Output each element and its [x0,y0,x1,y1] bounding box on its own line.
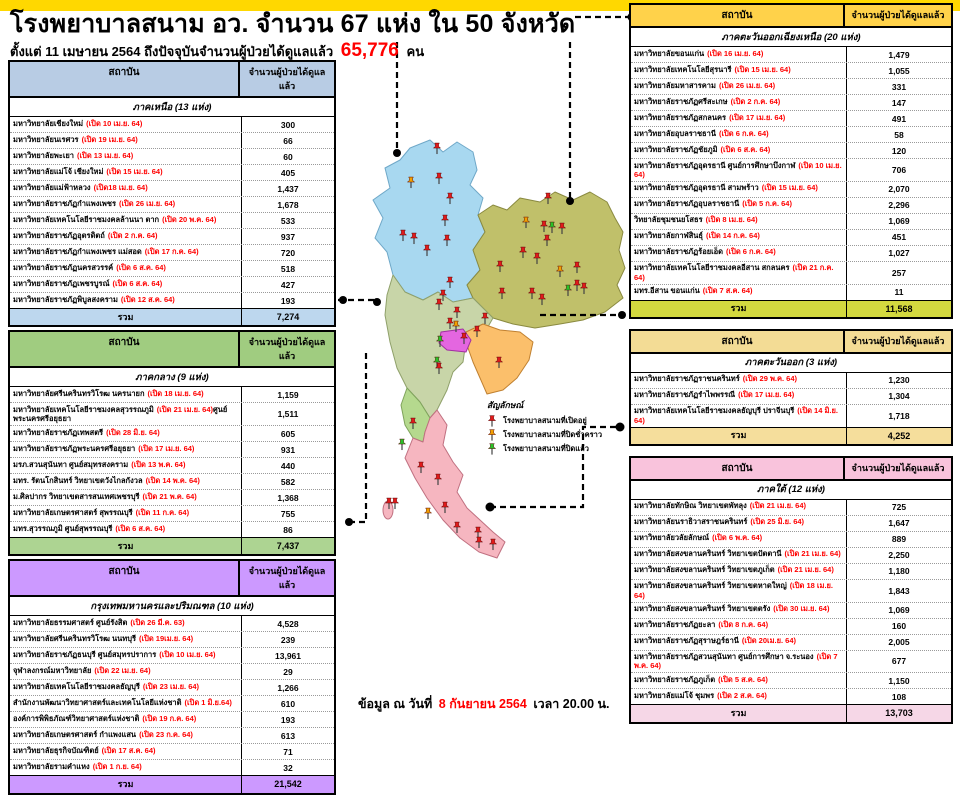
patient-count: 2,296 [888,200,910,211]
map-legend [487,398,607,457]
table-row: มหาวิทยาลัยกาฬสินธุ์ (เปิด 14 ก.ค. 64) 451 [631,230,951,246]
patient-count: 239 [280,634,296,645]
table-row: มหาวิทยาลัยราชภัฏอุดรธานี สามพร้าว (เปิด 15 เม.ย. 64) 2,070 [631,182,951,198]
patient-count: 706 [891,164,907,175]
table-east [629,329,953,446]
total-row: รวม 7,437 [10,537,334,554]
table-row: มหาวิทยาลัยพะเยา (เปิด 13 เม.ย. 64) 60 [10,149,334,165]
table-row: มหาวิทยาลัยราชภัฏร้อยเอ็ด (เปิด 6 ก.ค. 64) 1,027 [631,246,951,262]
patient-count: 1,159 [277,389,299,400]
table-row: มหาวิทยาลัยราชภัฏชัยภูมิ (เปิด 6 ส.ค. 64) 120 [631,143,951,159]
patient-count: 610 [280,698,296,709]
table-row: มหาวิทยาลัยมหาสารคาม (เปิด 26 เม.ย. 64) 331 [631,79,951,95]
patient-count: 1,718 [888,410,910,421]
patient-count: 405 [280,167,296,178]
data-as-of-note [358,694,610,714]
patient-count: 71 [283,746,293,757]
patient-count: 160 [891,621,907,631]
table-row: สำนักงานพัฒนาวิทยาศาสตร์และเทคโนโลยีแห่งชาติ (เปิด 1 มิ.ย.64) 610 [10,696,334,712]
footer-text: ข้อมูล ณ วันที่ [358,697,433,711]
table-row: มหาวิทยาลัยราชภัฏนครสวรรค์ (เปิด 6 ส.ค. 64) 518 [10,261,334,277]
patient-count: 931 [280,444,296,455]
table-row: มหาวิทยาลัยธรรมศาสตร์ ศูนย์รังสิต (เปิด 26 มี.ค. 63) 4,528 [10,616,334,632]
table-row: มหาวิทยาลัยราชภัฏพิบูลสงคราม (เปิด 12 ส.ค. 64) 193 [10,293,334,308]
patient-count: 518 [280,263,296,274]
table-row: มหาวิทยาลัยราชภัฏกำแพงเพชร (เปิด 26 เม.ย. 64) 1,678 [10,197,334,213]
table-row: มหาวิทยาลัยเทคโนโลยีสุรนารี (เปิด 15 เม.ย. 64) 1,055 [631,63,951,79]
table-row: มหาวิทยาลัยเกษตรศาสตร์ กำแพงแสน (เปิด 23 ก.ค. 64) 613 [10,728,334,744]
total-row: รวม 7,274 [10,308,334,325]
table-row: มหาวิทยาลัยศรีนครินทรวิโรฒ นนทบุรี (เปิด 19เม.ย. 64) 239 [10,632,334,648]
legend-item-open [487,415,607,427]
col-header-institution: สถาบัน [10,561,240,595]
table-row: มหาวิทยาลัยราชภัฏศรีสะเกษ (เปิด 2 ก.ค. 64) 147 [631,95,951,111]
section-label: ภาคใต้ (12 แห่ง) [631,481,951,500]
patient-count: 1,069 [888,605,910,615]
patient-count: 4,528 [277,618,299,629]
table-row: มหาวิทยาลัยราชภัฏอุดรธานี ศูนย์การศึกษาบึงกาฬ (เปิด 10 เม.ย. 64) 706 [631,159,951,182]
legend-label: โรงพยาบาลสนามที่เปิดอยู่ [503,416,587,425]
table-northeast [629,3,953,319]
patient-count: 1,069 [888,216,910,227]
patient-count: 677 [891,656,907,667]
patient-count: 720 [280,247,296,258]
table-row: มทร.อีสาน ขอนแก่น (เปิด 7 ส.ค. 64) 11 [631,285,951,300]
table-header [10,62,334,98]
patient-count: 1,027 [888,248,910,259]
patient-count: 889 [891,534,907,545]
table-row: มหาวิทยาลัยราชภัฏธนบุรี ศูนย์สมุทรปราการ (เปิด 10 เม.ย. 64) 13,961 [10,648,334,664]
footer-time: เวลา 20.00 น. [533,697,610,711]
patient-count: 2,250 [888,550,910,561]
patient-count: 86 [283,524,293,535]
section-label: ภาคตะวันออกเฉียงเหนือ (20 แห่ง) [631,28,951,47]
subtitle-suffix: คน [406,43,425,59]
table-row: มหาวิทยาลัยราชภัฏรำไพพรรณี (เปิด 17 เม.ย. 64) 1,304 [631,389,951,405]
map-region-northeast [467,192,625,328]
patient-count: 66 [283,135,293,146]
table-row: มหาวิทยาลัยอุบลราชธานี (เปิด 6 ก.ค. 64) 58 [631,127,951,143]
table-row: มหาวิทยาลัยนเรศวร (เปิด 19 เม.ย. 64) 66 [10,133,334,149]
orange-pin-icon [487,429,498,441]
table-row: มหาวิทยาลัยวลัยลักษณ์ (เปิด 6 พ.ค. 64) 889 [631,532,951,548]
table-body [631,373,951,427]
thailand-map [335,80,635,640]
patient-count: 60 [283,151,293,162]
table-row: มหาวิทยาลัยสงขลานครินทร์ วิทยาเขตหาดใหญ่ (เปิด 18 เม.ย. 64) 1,843 [631,580,951,603]
patient-count: 257 [891,267,907,278]
col-header-patients: จำนวนผู้ป่วยได้ดูแลแล้ว [851,462,945,473]
table-body [10,616,334,775]
patient-count: 491 [891,113,907,124]
map-island-phuket [383,501,393,519]
table-row: มรภ.สวนสุนันทา ศูนย์สมุทรสงคราม (เปิด 13 พ.ค. 64) 440 [10,458,334,474]
legend-item-closed [487,443,607,455]
table-header [631,5,951,28]
total-row: รวม 13,703 [631,704,951,721]
legend-item-temp-closed [487,429,607,441]
patient-count: 193 [280,714,296,725]
patient-count: 725 [891,502,907,513]
legend-title: สัญลักษณ์ [487,400,524,410]
table-row: มหาวิทยาลัยเทคโนโลยีราชมงคลธัญบุรี ปราจีนบุรี (เปิด 14 มิ.ย. 64) 1,718 [631,405,951,427]
col-header-patients: จำนวนผู้ป่วยได้ดูแลแล้ว [851,10,945,20]
section-label: กรุงเทพมหานครและปริมณฑล (10 แห่ง) [10,597,334,616]
section-label: ภาคตะวันออก (3 แห่ง) [631,354,951,373]
patient-count: 1,368 [277,492,299,503]
map-region-east [466,324,533,394]
patient-count: 1,511 [277,409,299,420]
table-row: มหาวิทยาลัยเทคโนโลยีราชมงคลสุวรรณภูมิ (เปิด 21 เม.ย. 64)ศูนย์พระนครศรีอยุธยา 1,511 [10,403,334,426]
patient-count: 1,437 [277,183,299,194]
col-header-institution: สถาบัน [631,458,845,479]
patient-count: 11 [894,287,904,297]
patient-count: 2,070 [888,184,910,195]
left-column [8,60,336,798]
patient-count: 937 [280,231,296,242]
table-row: มหาวิทยาลัยราชภัฏกำแพงเพชร แม่สอด (เปิด 17 ก.ค. 64) 720 [10,245,334,261]
table-header [10,561,334,597]
patient-count: 2,005 [888,637,910,647]
table-row: มหาวิทยาลัยสงขลานครินทร์ วิทยาเขตตรัง (เปิด 30 เม.ย. 64) 1,069 [631,603,951,619]
table-body [631,500,951,705]
patient-count: 32 [283,762,293,773]
table-row: มหาวิทยาลัยแม่โจ้ เชียงใหม่ (เปิด 15 เม.ย. 64) 405 [10,165,334,181]
page-subtitle [10,40,630,62]
table-row: จุฬาลงกรณ์มหาวิทยาลัย (เปิด 22 เม.ย. 64) 29 [10,664,334,680]
section-label: ภาคเหนือ (13 แห่ง) [10,98,334,117]
patient-count: 1,479 [888,49,910,60]
table-row: มทร. รัตนโกสินทร์ วิทยาเขตวังไกลกังวล (เปิด 14 พ.ค. 64) 582 [10,474,334,490]
patient-count: 29 [283,666,293,677]
table-row: มหาวิทยาลัยขอนแก่น (เปิด 16 เม.ย. 64) 1,479 [631,47,951,63]
table-central [8,330,336,556]
patient-count: 193 [280,295,296,306]
patient-count: 440 [280,460,296,471]
patient-count: 1,150 [888,675,910,686]
table-body [10,117,334,308]
table-body [10,387,334,537]
table-row: มหาวิทยาลัยราชภัฏสวนสุนันทา ศูนย์การศึกษา จ.ระนอง (เปิด 7 พ.ค. 64) 677 [631,651,951,674]
col-header-patients: จำนวนผู้ป่วยได้ดูแลแล้ว [248,566,326,591]
table-bangkok [8,559,336,794]
total-row: รวม 11,568 [631,300,951,317]
patient-count: 120 [891,145,907,156]
col-header-patients: จำนวนผู้ป่วยได้ดูแลแล้ว [248,337,326,362]
table-north [8,60,336,327]
table-row: องค์การพิพิธภัณฑ์วิทยาศาสตร์แห่งชาติ (เปิด 19 ก.ค. 64) 193 [10,712,334,728]
title-block [10,11,630,62]
patient-count: 1,843 [888,585,910,596]
total-row: รวม 4,252 [631,427,951,444]
patient-count: 451 [891,232,907,243]
legend-label: โรงพยาบาลสนามที่ปิดชั่วคราว [503,430,603,439]
table-row: มหาวิทยาลัยเทคโนโลยีราชมงคลล้านนา ตาก (เปิด 20 พ.ค. 64) 533 [10,213,334,229]
footer-date: 8 กันยายน 2564 [438,697,527,711]
table-row: มทร.สุวรรณภูมิ ศูนย์สุพรรณบุรี (เปิด 6 ส.ค. 64) 86 [10,522,334,537]
col-header-patients: จำนวนผู้ป่วยได้ดูแลแล้ว [851,335,945,346]
col-header-institution: สถาบัน [631,331,845,352]
patient-count: 108 [891,691,907,702]
patient-count: 1,055 [888,65,910,76]
total-row: รวม 21,542 [10,775,334,792]
green-pin-icon [487,443,498,455]
table-row: มหาวิทยาลัยราชภัฏอุตรดิตถ์ (เปิด 2 ก.ค. 64) 937 [10,229,334,245]
table-header [631,458,951,481]
table-row: มหาวิทยาลัยรามคำแหง (เปิด 1 ก.ย. 64) 32 [10,760,334,775]
table-row: มหาวิทยาลัยนราธิวาสราชนครินทร์ (เปิด 25 มิ.ย. 64) 1,647 [631,516,951,532]
table-row: มหาวิทยาลัยธุรกิจบัณฑิตย์ (เปิด 17 ส.ค. 64) 71 [10,744,334,760]
map-region-north [373,140,485,302]
patient-count: 147 [891,97,907,108]
legend-label: โรงพยาบาลสนามที่ปิดแล้ว [503,444,589,453]
patient-count: 1,678 [277,199,299,210]
table-row: มหาวิทยาลัยสงขลานครินทร์ วิทยาเขตปัตตานี (เปิด 21 เม.ย. 64) 2,250 [631,548,951,564]
table-row: มหาวิทยาลัยเกษตรศาสตร์ สุพรรณบุรี (เปิด 11 ก.ค. 64) 755 [10,506,334,522]
patient-count: 613 [280,730,296,741]
table-row: มหาวิทยาลัยราชภัฏยะลา (เปิด 8 ก.ค. 64) 160 [631,619,951,635]
table-body [631,47,951,300]
table-row: มหาวิทยาลัยเชียงใหม่ (เปิด 10 เม.ย. 64) 300 [10,117,334,133]
col-header-patients: จำนวนผู้ป่วยได้ดูแลแล้ว [248,67,326,91]
table-south [629,456,953,724]
patient-count: 13,961 [275,650,301,661]
section-label: ภาคกลาง (9 แห่ง) [10,368,334,387]
right-column [629,3,953,734]
table-row: มหาวิทยาลัยราชภัฏอุบลราชธานี (เปิด 5 ก.ค. 64) 2,296 [631,198,951,214]
table-row: มหาวิทยาลัยแม่โจ้ ชุมพร (เปิด 2 ส.ค. 64) 108 [631,689,951,704]
patient-count: 582 [280,476,296,487]
patient-count: 331 [891,81,907,92]
table-row: ม.ศิลปากร วิทยาเขตสารสนเทศเพชรบุรี (เปิด 21 พ.ค. 64) 1,368 [10,490,334,506]
page-title: โรงพยาบาลสนาม อว. จำนวน 67 แห่ง ใน 50 จังหวัด [10,10,576,38]
subtitle-text: ตั้งแต่ 11 เมษายน 2564 ถึงปัจจุบันจำนวนผู้ป่วยได้ดูแลแล้ว [10,43,334,59]
table-row: วิทยาลัยชุมชนยโสธร (เปิด 8 เม.ย. 64) 1,069 [631,214,951,230]
table-row: มหาวิทยาลัยเทคโนโลยีราชมงคลอีสาน สกลนคร (เปิด 21 ก.ค. 64) 257 [631,262,951,285]
patient-count: 755 [280,508,296,519]
patient-count: 1,647 [888,518,910,529]
table-row: มหาวิทยาลัยราชภัฏภูเก็ต (เปิด 5 ส.ค. 64) 1,150 [631,673,951,689]
table-row: มหาวิทยาลัยแม่ฟ้าหลวง (เปิด18 เม.ย. 64) 1,437 [10,181,334,197]
col-header-institution: สถาบัน [631,5,845,26]
table-row: มหาวิทยาลัยราชภัฏเพชรบูรณ์ (เปิด 6 ส.ค. 64) 427 [10,277,334,293]
col-header-institution: สถาบัน [10,332,240,366]
patient-count: 1,304 [888,391,910,402]
table-row: มหาวิทยาลัยสงขลานครินทร์ วิทยาเขตภูเก็ต (เปิด 21 เม.ย. 64) 1,180 [631,564,951,580]
total-patients-count: 65,776 [340,39,399,61]
patient-count: 1,266 [277,682,299,693]
table-row: มหาวิทยาลัยทักษิณ วิทยาเขตพัทลุง (เปิด 21 เม.ย. 64) 725 [631,500,951,516]
patient-count: 533 [280,215,296,226]
table-row: มหาวิทยาลัยศรีนครินทรวิโรฒ นครนายก (เปิด 18 เม.ย. 64) 1,159 [10,387,334,403]
col-header-institution: สถาบัน [10,62,240,96]
table-row: มหาวิทยาลัยราชภัฏพระนครศรีอยุธยา (เปิด 17 เม.ย. 64) 931 [10,442,334,458]
table-row: มหาวิทยาลัยราชภัฏราชนครินทร์ (เปิด 29 พ.ค. 64) 1,230 [631,373,951,389]
patient-count: 1,230 [888,375,910,386]
patient-count: 300 [280,119,296,130]
red-pin-icon [487,415,498,427]
table-row: มหาวิทยาลัยเทคโนโลยีราชมงคลธัญบุรี (เปิด 23 เม.ย. 64) 1,266 [10,680,334,696]
table-row: มหาวิทยาลัยราชภัฏสกลนคร (เปิด 17 เม.ย. 64) 491 [631,111,951,127]
patient-count: 58 [894,129,904,140]
table-row: มหาวิทยาลัยราชภัฏเทพสตรี (เปิด 28 มิ.ย. 64) 605 [10,426,334,442]
table-header [10,332,334,368]
patient-count: 605 [280,428,296,439]
table-row: มหาวิทยาลัยราชภัฏสุราษฎร์ธานี (เปิด 20เม.ย. 64) 2,005 [631,635,951,651]
patient-count: 427 [280,279,296,290]
table-header [631,331,951,354]
patient-count: 1,180 [888,566,910,577]
